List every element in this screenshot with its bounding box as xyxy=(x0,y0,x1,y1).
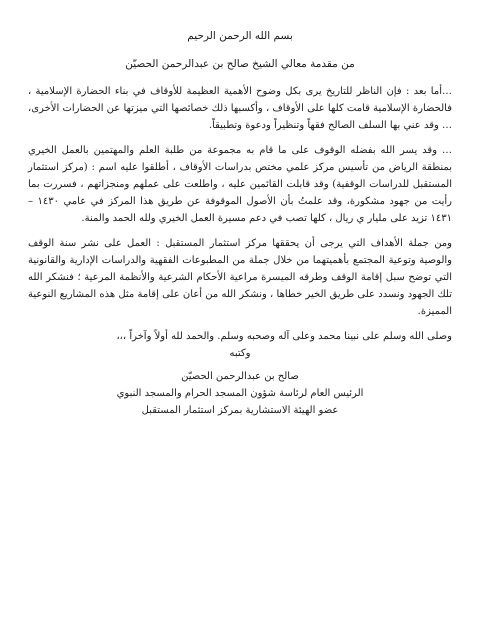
paragraph-3: ومن جملة الأهداف التي يرجى أن يحققها مركز استثمار المستقبل : العمل على نشر سنة الوقف والوصية وتوعية المجتمع بأهميتهما من خلال جملة من المطبوعات الفقهية والدراسات الإدارية والقانونية التي توضح سبل إقامة الوقف وطرقه الميسرة مراعية الأحكام الشرعية والأنظمة المرعية ؛ فنشكر الله تلك الجهود ونسدد على طريق الخير خطاها ، ونشكر الله من أعان على إقامة مثل هذه المشاريع النوعية المميزة. xyxy=(28,238,452,317)
closing-line: وصلى الله وسلم على نبينا محمد وعلى آله وصحبه وسلم. والحمد لله أولاً وآخراً ،،، xyxy=(116,331,452,342)
signature-block xyxy=(28,345,452,419)
paragraph-1: …أما بعد : فإن الناظر للتاريخ يرى بكل وضوح الأهمية العظيمة للأوقاف في بناء الحضارة الإسلامية ، فالحضارة الإسلامية قامت كلها على الأوقاف ، وأكسبها ذلك خصائصها التي ميزتها عن الحضارات الأخرى، … وقد عني بها السلف الصالح فقهاً وتنظيراً ودعوة وتطبيقاً. xyxy=(28,86,452,131)
signature-title-1: الرئيس العام لرئاسة شؤون المسجد الحرام والمسجد النبوي xyxy=(116,388,364,399)
signature-wrote: وكتبه xyxy=(229,348,251,359)
intro-line: من مقدمة معالي الشيخ صالح بن عبدالرحمن الحصيّن xyxy=(125,58,355,70)
paragraph-2: … وقد يسر الله بفضله الوقوف على ما قام به مجموعة من طلبة العلم والمهتمين بالعمل الخيري بمنطقة الرياض من تأسيس مركز علمي مختص بدراسات الأوقاف ، أطلقوا عليه اسم : (مركز استثمار المستقبل للدراسات الوقفية) وقد قابلت القائمين عليه ، واطلعت على عملهم ومنجزاتهم ، فسررت بما رأيت من جهود مشكورة، وقد علمتُ بأن الأصول الموقوفة عن طريق هذا المركز في عامي ١٤٣٠ – ١٤٣١ تزيد على مليار ي ريال ، كلها تصب في دعم مسيرة العمل الخيري ولله الحمد والمنة. xyxy=(28,145,452,224)
signature-name: صالح بن عبدالرحمن الحصيّن xyxy=(181,371,299,382)
signature-title-2: عضو الهيئة الاستشارية بمركز استثمار المستقبل xyxy=(141,405,339,416)
basmala-heading: بسم الله الرحمن الرحيم xyxy=(187,30,293,42)
